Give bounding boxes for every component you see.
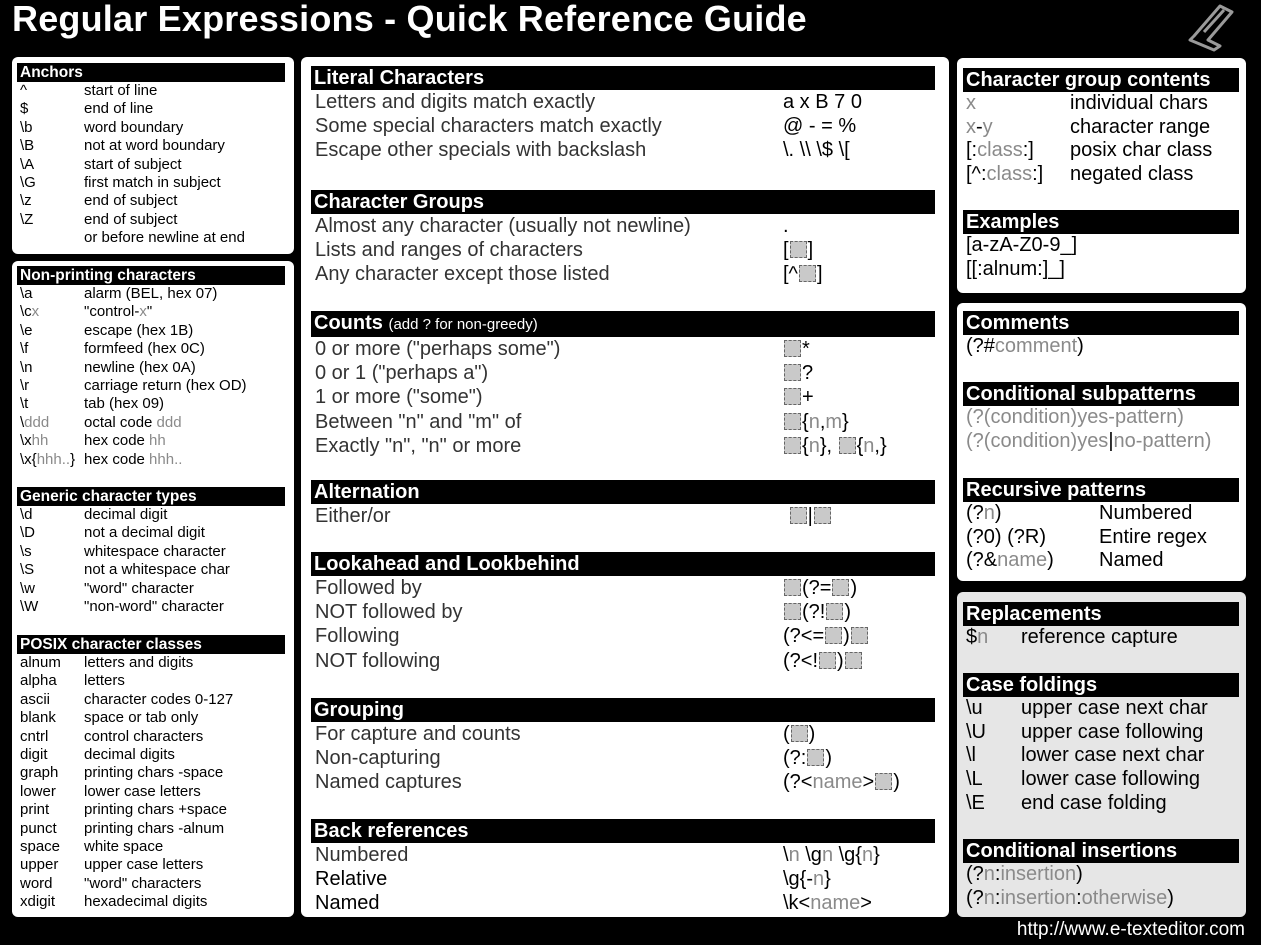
list-item: Between "n" and "m" of {n,m} (315, 410, 849, 433)
backrefs-heading: Back references (311, 819, 935, 843)
list-item: (?n) Numbered (966, 502, 1193, 524)
list-item: alpha letters (20, 672, 125, 690)
list-item: Followed by (?= ) (315, 577, 858, 599)
placeholder-icon (784, 388, 801, 405)
list-item: print printing chars +space (20, 801, 227, 819)
placeholder-icon (784, 364, 801, 381)
placeholder-icon (784, 603, 801, 620)
list-item: \W "non-word" character (20, 598, 224, 616)
list-item: \w "word" character (20, 579, 194, 597)
comments-heading: Comments (963, 311, 1239, 335)
placeholder-icon (851, 627, 868, 644)
placeholder-icon (807, 749, 824, 766)
list-item: \cx "control-x" (20, 303, 153, 321)
list-item: NOT followed by (?! ) (315, 601, 852, 624)
comments-panel (957, 303, 1246, 581)
list-item: 0 or 1 ("perhaps a") ? (315, 362, 814, 385)
list-item: \d decimal digit (20, 506, 168, 523)
placeholder-icon (825, 627, 842, 644)
list-item: [a-zA-Z0-9_] (966, 234, 1078, 256)
list-item: blank space or tab only (20, 709, 199, 727)
list-item: word "word" characters (20, 874, 202, 892)
list-item: (?#comment) (966, 335, 1084, 357)
list-item: ascii character codes 0-127 (20, 690, 234, 708)
list-item: Any character except those listed [^ ] (315, 263, 823, 286)
list-item: Relative \g{-n} (315, 868, 831, 891)
recursive-heading: Recursive patterns (963, 478, 1239, 502)
list-item: \E end case folding (966, 791, 1167, 814)
placeholder-icon (790, 507, 807, 524)
placeholder-icon (845, 652, 862, 669)
placeholder-icon (784, 579, 801, 596)
literal-heading: Literal Characters (311, 66, 935, 90)
list-item: Almost any character (usually not newline) . (315, 215, 789, 237)
list-item: (?n:insertion) (966, 863, 1083, 885)
counts-heading: Counts (add ? for non-greedy) (311, 311, 935, 337)
list-item: Letters and digits match exactly a x B 7 0 (315, 91, 862, 113)
list-item: \l lower case next char (966, 744, 1205, 767)
page-title: Regular Expressions - Quick Reference Guide (12, 0, 807, 39)
list-item: \u upper case next char (966, 697, 1208, 719)
list-item: \S not a whitespace char (20, 561, 230, 579)
posix-heading: POSIX character classes (17, 635, 285, 654)
list-item: NOT following (?<! ) (311, 649, 935, 673)
list-item: Either/or | (311, 504, 935, 528)
placeholder-icon (819, 652, 836, 669)
group-contents-panel (957, 58, 1246, 293)
list-item: 1 or more ("some") + (315, 386, 814, 409)
list-item: x individual chars (966, 92, 1208, 114)
list-item: (?n:insertion:otherwise) (966, 886, 1174, 909)
list-item: (?(condition)yes|no-pattern) (966, 429, 1212, 452)
list-item: [:class:] posix char class (966, 139, 1213, 162)
list-item: \t tab (hex 09) (20, 395, 165, 413)
list-item: punct printing chars -alnum (20, 819, 225, 837)
list-item: cntrl control characters (20, 727, 204, 745)
list-item: (?(condition)yes-pattern) (966, 406, 1184, 428)
placeholder-icon (784, 437, 801, 454)
anchors-heading: Anchors (17, 63, 285, 82)
condins-heading: Conditional insertions (963, 839, 1239, 863)
list-item: \b word boundary (20, 118, 184, 136)
placeholder-icon (814, 507, 831, 524)
list-item: lower lower case letters (20, 782, 201, 800)
list-item: \s whitespace character (20, 542, 226, 560)
list-item: Named \k<name> (315, 892, 872, 915)
placeholder-icon (875, 773, 892, 790)
list-item: upper upper case letters (20, 856, 204, 874)
left-lower-panel (12, 261, 294, 917)
nonprinting-heading: Non-printing characters (17, 266, 285, 285)
conditional-heading: Conditional subpatterns (963, 382, 1239, 406)
list-item: \A start of subject (20, 155, 182, 173)
list-item: graph printing chars -space (20, 764, 224, 782)
list-item: $ end of line (20, 100, 154, 118)
list-item: (?0) (?R) Entire regex (966, 525, 1207, 548)
middle-panel (301, 57, 949, 917)
list-item: alnum letters and digits (20, 654, 194, 671)
list-item: ^ start of line (20, 82, 158, 99)
anchors-panel (12, 57, 294, 254)
groups-heading: Character Groups (311, 190, 935, 214)
list-item: xdigit hexadecimal digits (20, 893, 208, 911)
list-item: 0 or more ("perhaps some") * (315, 338, 810, 360)
grouping-heading: Grouping (311, 698, 935, 722)
replacements-heading: Replacements (963, 602, 1239, 626)
group-contents-heading: Character group contents (963, 68, 1239, 92)
list-item: or before newline at end (84, 229, 245, 247)
list-item: Following (?<= ) (311, 624, 935, 648)
list-item: Non-capturing (?: ) (315, 747, 833, 770)
placeholder-icon (799, 265, 816, 282)
list-item: For capture and counts ( ) (315, 723, 816, 745)
list-item: \r carriage return (hex OD) (20, 377, 247, 395)
list-item: \B not at word boundary (20, 137, 225, 155)
lookaround-heading: Lookahead and Lookbehind (311, 552, 935, 576)
list-item: [[:alnum:]_] (966, 257, 1065, 280)
list-item: Exactly "n", "n" or more {n}, {n,} (315, 434, 887, 457)
list-item: Some special characters match exactly @ - = % (315, 115, 857, 138)
examples-heading: Examples (963, 210, 1239, 234)
list-item: (?&name) Named (966, 549, 1164, 572)
list-item: Lists and ranges of characters [ ] (315, 239, 814, 262)
placeholder-icon (826, 603, 843, 620)
list-item: \Z end of subject (20, 210, 178, 228)
list-item: Numbered \n \gn \g{n} (315, 844, 880, 866)
website-link[interactable]: http://www.e-texteditor.com (1016, 919, 1245, 940)
placeholder-icon (791, 725, 808, 742)
list-item: Named captures (?<name> ) (315, 771, 900, 794)
placeholder-icon (784, 413, 801, 430)
list-item: $n reference capture (966, 626, 1178, 648)
casefold-heading: Case foldings (963, 673, 1239, 697)
placeholder-icon (839, 437, 856, 454)
e-logo-icon (1186, 2, 1242, 52)
list-item: \f formfeed (hex 0C) (20, 340, 205, 358)
list-item: \D not a decimal digit (20, 524, 205, 542)
list-item: \L lower case following (966, 768, 1200, 791)
list-item: space white space (20, 838, 164, 856)
list-item: [^:class:] negated class (966, 163, 1194, 186)
anchors-list (17, 82, 285, 248)
replacements-panel (957, 592, 1246, 917)
list-item: Escape other specials with backslash \. \\ \$ \[ (315, 139, 850, 162)
list-item: \n newline (hex 0A) (20, 358, 196, 376)
generic-heading: Generic character types (17, 487, 285, 506)
list-item: \ddd octal code ddd (20, 413, 182, 431)
list-item: x-y character range (966, 115, 1211, 138)
list-item: \U upper case following (966, 720, 1204, 743)
alternation-heading: Alternation (311, 480, 935, 504)
list-item: \x{hhh..} hex code hhh.. (20, 450, 183, 468)
placeholder-icon (790, 241, 807, 258)
list-item: \a alarm (BEL, hex 07) (20, 285, 218, 302)
placeholder-icon (784, 340, 801, 357)
list-item: \z end of subject (20, 192, 178, 210)
list-item: digit decimal digits (20, 746, 175, 764)
placeholder-icon (832, 579, 849, 596)
list-item: \G first match in subject (20, 174, 221, 192)
list-item: \e escape (hex 1B) (20, 321, 194, 339)
list-item: \xhh hex code hh (20, 432, 166, 450)
